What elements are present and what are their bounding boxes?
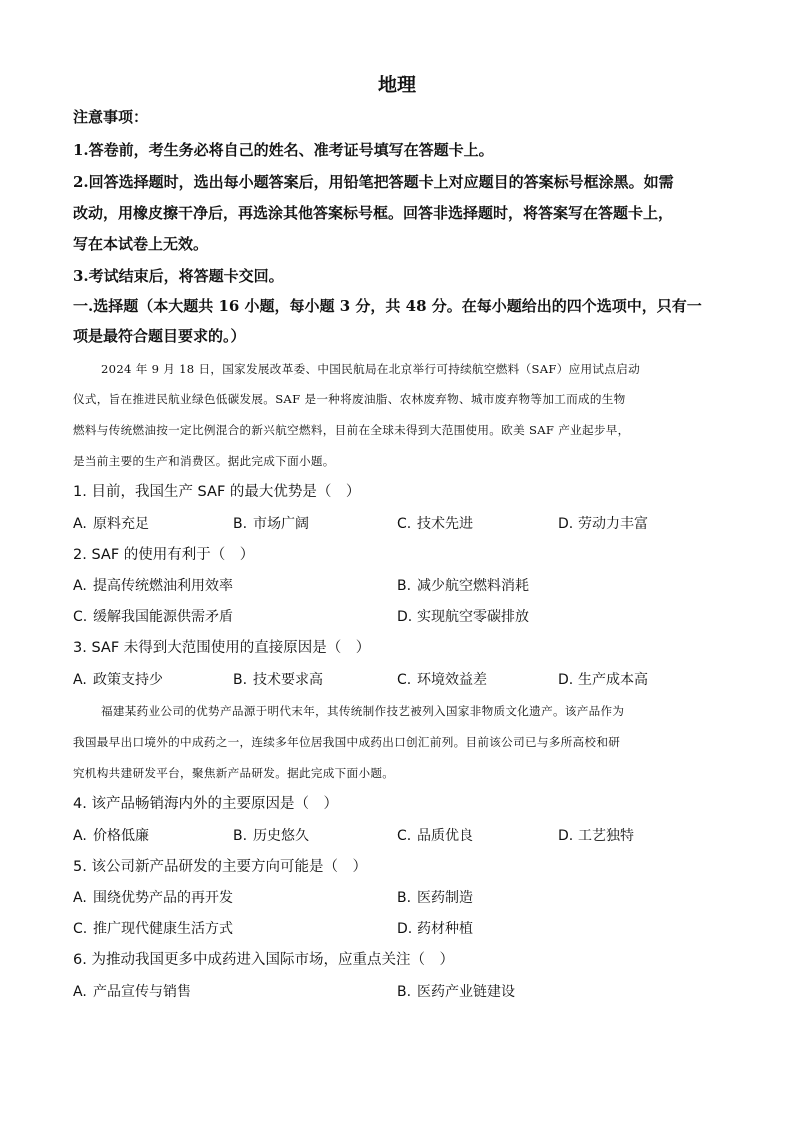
notice-line: 3.考试结束后，将答题卡交回。	[73, 267, 284, 285]
option-a[interactable]	[73, 826, 149, 846]
option-letter: B.	[233, 828, 248, 844]
option-text: 品质优良	[417, 828, 473, 844]
notice-line: 改动，用橡皮擦干净后，再选涂其他答案标号框。回答非选择题时，将答案写在答题卡上，	[73, 204, 674, 222]
option-letter: C.	[397, 828, 412, 844]
option-letter: C.	[73, 921, 88, 937]
option-letter: D.	[397, 921, 413, 937]
option-text: 工艺独特	[578, 828, 634, 844]
passage-line: 燃料与传统燃油按一定比例混合的新兴航空燃料，目前在全球未得到大范围使用。欧美 SAF 产业起步早，	[73, 423, 630, 437]
option-letter: A.	[73, 516, 87, 532]
passage-line: 仪式，旨在推进民航业绿色低碳发展。SAF 是一种将废油脂、农林废弃物、城市废弃物等加工而成的生物	[73, 392, 626, 406]
option-d[interactable]	[397, 919, 473, 939]
option-a[interactable]	[73, 670, 163, 690]
option-letter: A.	[73, 890, 87, 906]
option-b[interactable]	[397, 576, 529, 596]
option-letter: B.	[397, 578, 412, 594]
option-b[interactable]	[397, 888, 473, 908]
option-letter: A.	[73, 828, 87, 844]
option-text: 技术要求高	[253, 672, 323, 688]
notice-heading: 注意事项：	[73, 108, 149, 126]
option-d[interactable]	[558, 826, 634, 846]
notice-line: 2.回答选择题时，选出每小题答案后，用铅笔把答题卡上对应题目的答案标号框涂黑。如需	[73, 173, 674, 191]
passage-line: 究机构共建研发平台，聚焦新产品研发。据此完成下面小题。	[73, 766, 395, 780]
section-heading: 项是最符合题目要求的。）	[73, 327, 246, 345]
option-c[interactable]	[397, 670, 487, 690]
option-text: 政策支持少	[93, 672, 163, 688]
question-stem: 1. 目前，我国生产 SAF 的最大优势是（ ）	[73, 484, 361, 500]
option-a[interactable]	[73, 982, 191, 1002]
option-text: 价格低廉	[93, 828, 149, 844]
option-text: 产品宣传与销售	[93, 984, 191, 1000]
option-text: 历史悠久	[253, 828, 309, 844]
option-text: 环境效益差	[417, 672, 487, 688]
option-letter: B.	[233, 672, 248, 688]
option-text: 提高传统燃油利用效率	[93, 578, 233, 594]
option-c[interactable]	[397, 826, 473, 846]
option-letter: D.	[397, 609, 413, 625]
question-stem: 5. 该公司新产品研发的主要方向可能是（ ）	[73, 859, 367, 875]
option-text: 生产成本高	[578, 672, 648, 688]
option-letter: A.	[73, 672, 87, 688]
option-c[interactable]	[73, 919, 233, 939]
passage-line: 我国最早出口境外的中成药之一，连续多年位居我国中成药出口创汇前列。目前该公司已与多所高校和研	[73, 735, 621, 749]
option-text: 原料充足	[93, 516, 149, 532]
option-text: 劳动力丰富	[578, 516, 648, 532]
option-text: 实现航空零碳排放	[417, 609, 529, 625]
option-d[interactable]	[558, 670, 648, 690]
question-stem: 6. 为推动我国更多中成药进入国际市场，应重点关注（ ）	[73, 952, 454, 968]
option-text: 市场广阔	[253, 516, 309, 532]
option-letter: D.	[558, 672, 574, 688]
option-text: 技术先进	[417, 516, 473, 532]
option-text: 医药产业链建设	[417, 984, 515, 1000]
option-b[interactable]	[233, 826, 309, 846]
question-stem: 3. SAF 未得到大范围使用的直接原因是（ ）	[73, 640, 371, 656]
question-stem: 2. SAF 的使用有利于（ ）	[73, 547, 255, 563]
question-stem: 4. 该产品畅销海内外的主要原因是（ ）	[73, 796, 338, 812]
option-d[interactable]	[558, 514, 648, 534]
option-letter: B.	[233, 516, 248, 532]
option-letter: D.	[558, 516, 574, 532]
section-heading: 一.选择题（本大题共 16 小题，每小题 3 分，共 48 分。在每小题给出的四个选项中，只有一	[73, 297, 702, 315]
passage-line: 是当前主要的生产和消费区。据此完成下面小题。	[73, 454, 335, 468]
option-c[interactable]	[397, 514, 473, 534]
option-letter: A.	[73, 578, 87, 594]
option-b[interactable]	[233, 514, 309, 534]
option-d[interactable]	[397, 607, 529, 627]
option-letter: B.	[397, 890, 412, 906]
option-text: 减少航空燃料消耗	[417, 578, 529, 594]
option-letter: B.	[397, 984, 412, 1000]
passage-line: 福建某药业公司的优势产品源于明代末年，其传统制作技艺被列入国家非物质文化遗产。该产品作为	[101, 704, 625, 718]
option-c[interactable]	[73, 607, 233, 627]
notice-line: 1.答卷前，考生务必将自己的姓名、准考证号填写在答题卡上。	[73, 141, 494, 159]
option-letter: C.	[397, 516, 412, 532]
option-text: 围绕优势产品的再开发	[93, 890, 233, 906]
option-b[interactable]	[397, 982, 515, 1002]
option-letter: A.	[73, 984, 87, 1000]
passage-line: 2024 年 9 月 18 日，国家发展改革委、中国民航局在北京举行可持续航空燃料（SAF）应用试点启动	[101, 362, 640, 376]
option-text: 推广现代健康生活方式	[93, 921, 233, 937]
option-a[interactable]	[73, 888, 233, 908]
option-text: 缓解我国能源供需矛盾	[93, 609, 233, 625]
option-a[interactable]	[73, 576, 233, 596]
option-letter: C.	[397, 672, 412, 688]
option-letter: D.	[558, 828, 574, 844]
page-title: 地理	[377, 74, 416, 96]
option-a[interactable]	[73, 514, 149, 534]
option-text: 药材种植	[417, 921, 473, 937]
option-letter: C.	[73, 609, 88, 625]
option-b[interactable]	[233, 670, 323, 690]
option-text: 医药制造	[417, 890, 473, 906]
notice-line: 写在本试卷上无效。	[73, 235, 209, 253]
